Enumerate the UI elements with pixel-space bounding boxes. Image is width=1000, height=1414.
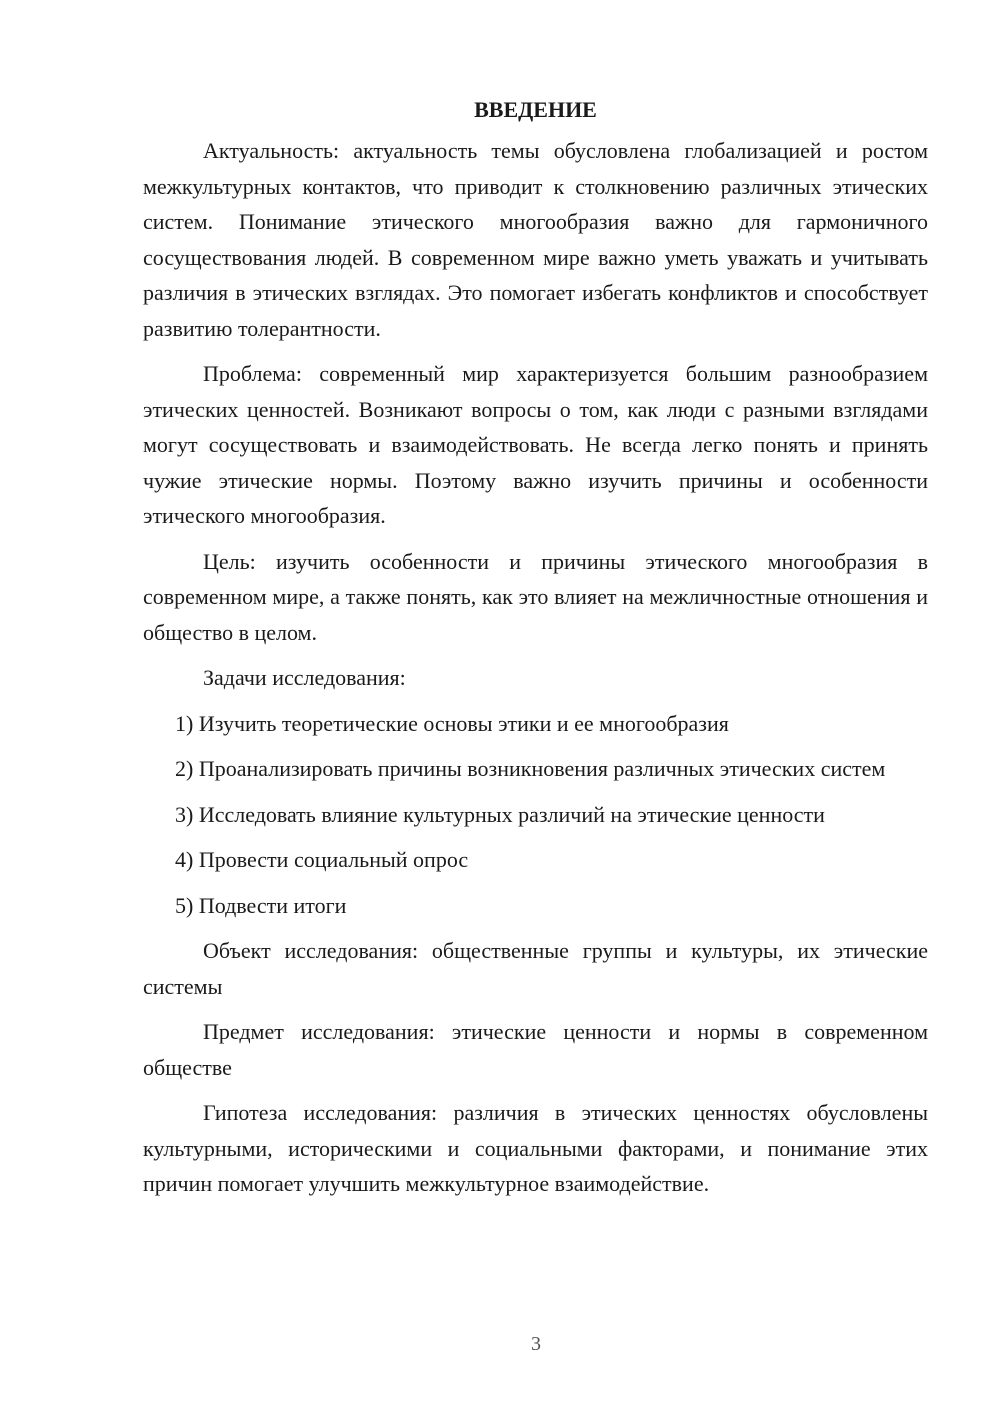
list-item: 5) Подвести итоги: [175, 892, 347, 918]
list-item: 2) Проанализировать причины возникновения различных этических систем: [175, 756, 886, 781]
paragraph-subject: Предмет исследования: этические ценности и нормы в современном обществе: [143, 1019, 928, 1080]
list-item: 1) Изучить теоретические основы этики и ее многообразия: [175, 710, 729, 736]
paragraph-object: Объект исследования: общественные группы и культуры, их этические системы: [143, 938, 928, 999]
paragraph-goal: Цель: изучить особенности и причины этического многообразия в современном мире, а также понять, как это влияет на межличностные отношения и общество в целом.: [143, 548, 928, 645]
paragraph-actuality: Актуальность: актуальность темы обусловлена глобализацией и ростом межкультурных контактов, что приводит к столкновению различных этических систем. Понимание этического многообразия важно для гармоничного сосуществования людей. В современном мире важно уметь уважать и учитывать различия в этических взглядах. Это помогает избегать конфликтов и способствует развитию толерантности.: [143, 138, 928, 341]
paragraph-problem: Проблема: современный мир характеризуется большим разнообразием этических ценностей. Возникают вопросы о том, как люди с разными взглядами могут сосуществовать и взаимодействовать. Не всегда легко понять и принять чужие этические нормы. Поэтому важно изучить причины и особенности этического многообразия.: [143, 361, 928, 528]
page-title: ВВЕДЕНИЕ: [474, 97, 597, 122]
page-content: [143, 97, 928, 1212]
list-item: 3) Исследовать влияние культурных различий на этические ценности: [175, 801, 825, 827]
page-number: 3: [531, 1333, 541, 1355]
paragraph-hypothesis: Гипотеза исследования: различия в этических ценностях обусловлены культурными, историческими и социальными факторами, и понимание этих причин помогает улучшить межкультурное взаимодействие.: [143, 1100, 928, 1196]
tasks-heading: Задачи исследования:: [203, 665, 406, 690]
list-item: 4) Провести социальный опрос: [175, 847, 469, 872]
